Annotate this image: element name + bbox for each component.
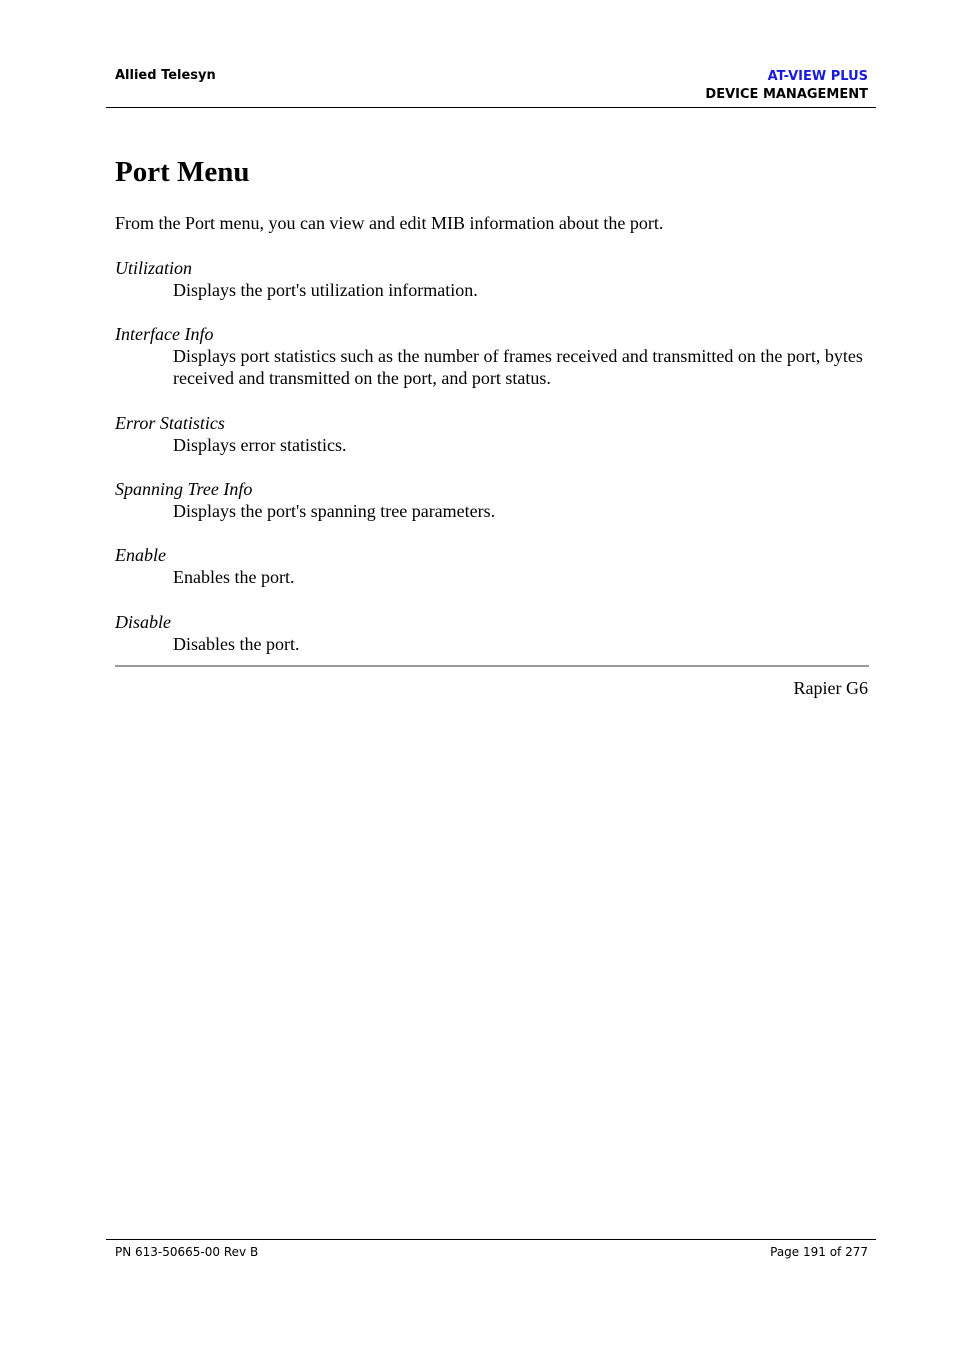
- menu-item-description: Disables the port.: [173, 634, 300, 654]
- company-name: Allied Telesyn: [115, 68, 216, 83]
- page-title: Port Menu: [115, 156, 250, 188]
- menu-item-description: Displays error statistics.: [173, 435, 347, 455]
- menu-item-interface-info: [115, 323, 875, 389]
- menu-item-disable: [115, 611, 875, 655]
- menu-item-description: Displays the port's utilization information.: [173, 280, 478, 300]
- menu-item-term: Enable: [115, 545, 166, 565]
- product-tag: Rapier G6: [793, 678, 868, 698]
- menu-item-error-statistics: [115, 412, 875, 456]
- footer-divider: [106, 1239, 876, 1240]
- menu-item-description: Displays the port's spanning tree parameters.: [173, 501, 496, 521]
- menu-item-description: Enables the port.: [173, 567, 295, 587]
- intro-paragraph: From the Port menu, you can view and edit MIB information about the port.: [115, 213, 664, 233]
- section-name: DEVICE MANAGEMENT: [705, 87, 868, 102]
- menu-item-spanning-tree-info: [115, 478, 875, 522]
- menu-item-description: Displays port statistics such as the number of frames received and transmitted on the port, bytes received and transmitted on the port, and port status.: [173, 346, 863, 388]
- part-number: PN 613-50665-00 Rev B: [115, 1245, 259, 1259]
- menu-item-term: Utilization: [115, 258, 193, 278]
- product-name: AT-VIEW PLUS: [767, 69, 868, 84]
- menu-item-term: Spanning Tree Info: [115, 479, 253, 499]
- menu-item-term: Error Statistics: [115, 413, 225, 433]
- menu-item-enable: [115, 544, 875, 588]
- page-number: Page 191 of 277: [770, 1245, 868, 1259]
- header-right: [705, 68, 868, 104]
- menu-item-term: Disable: [115, 612, 171, 632]
- menu-item-term: Interface Info: [115, 324, 214, 344]
- menu-item-utilization: [115, 257, 875, 301]
- header-divider: [106, 107, 876, 108]
- content-divider: [115, 665, 869, 667]
